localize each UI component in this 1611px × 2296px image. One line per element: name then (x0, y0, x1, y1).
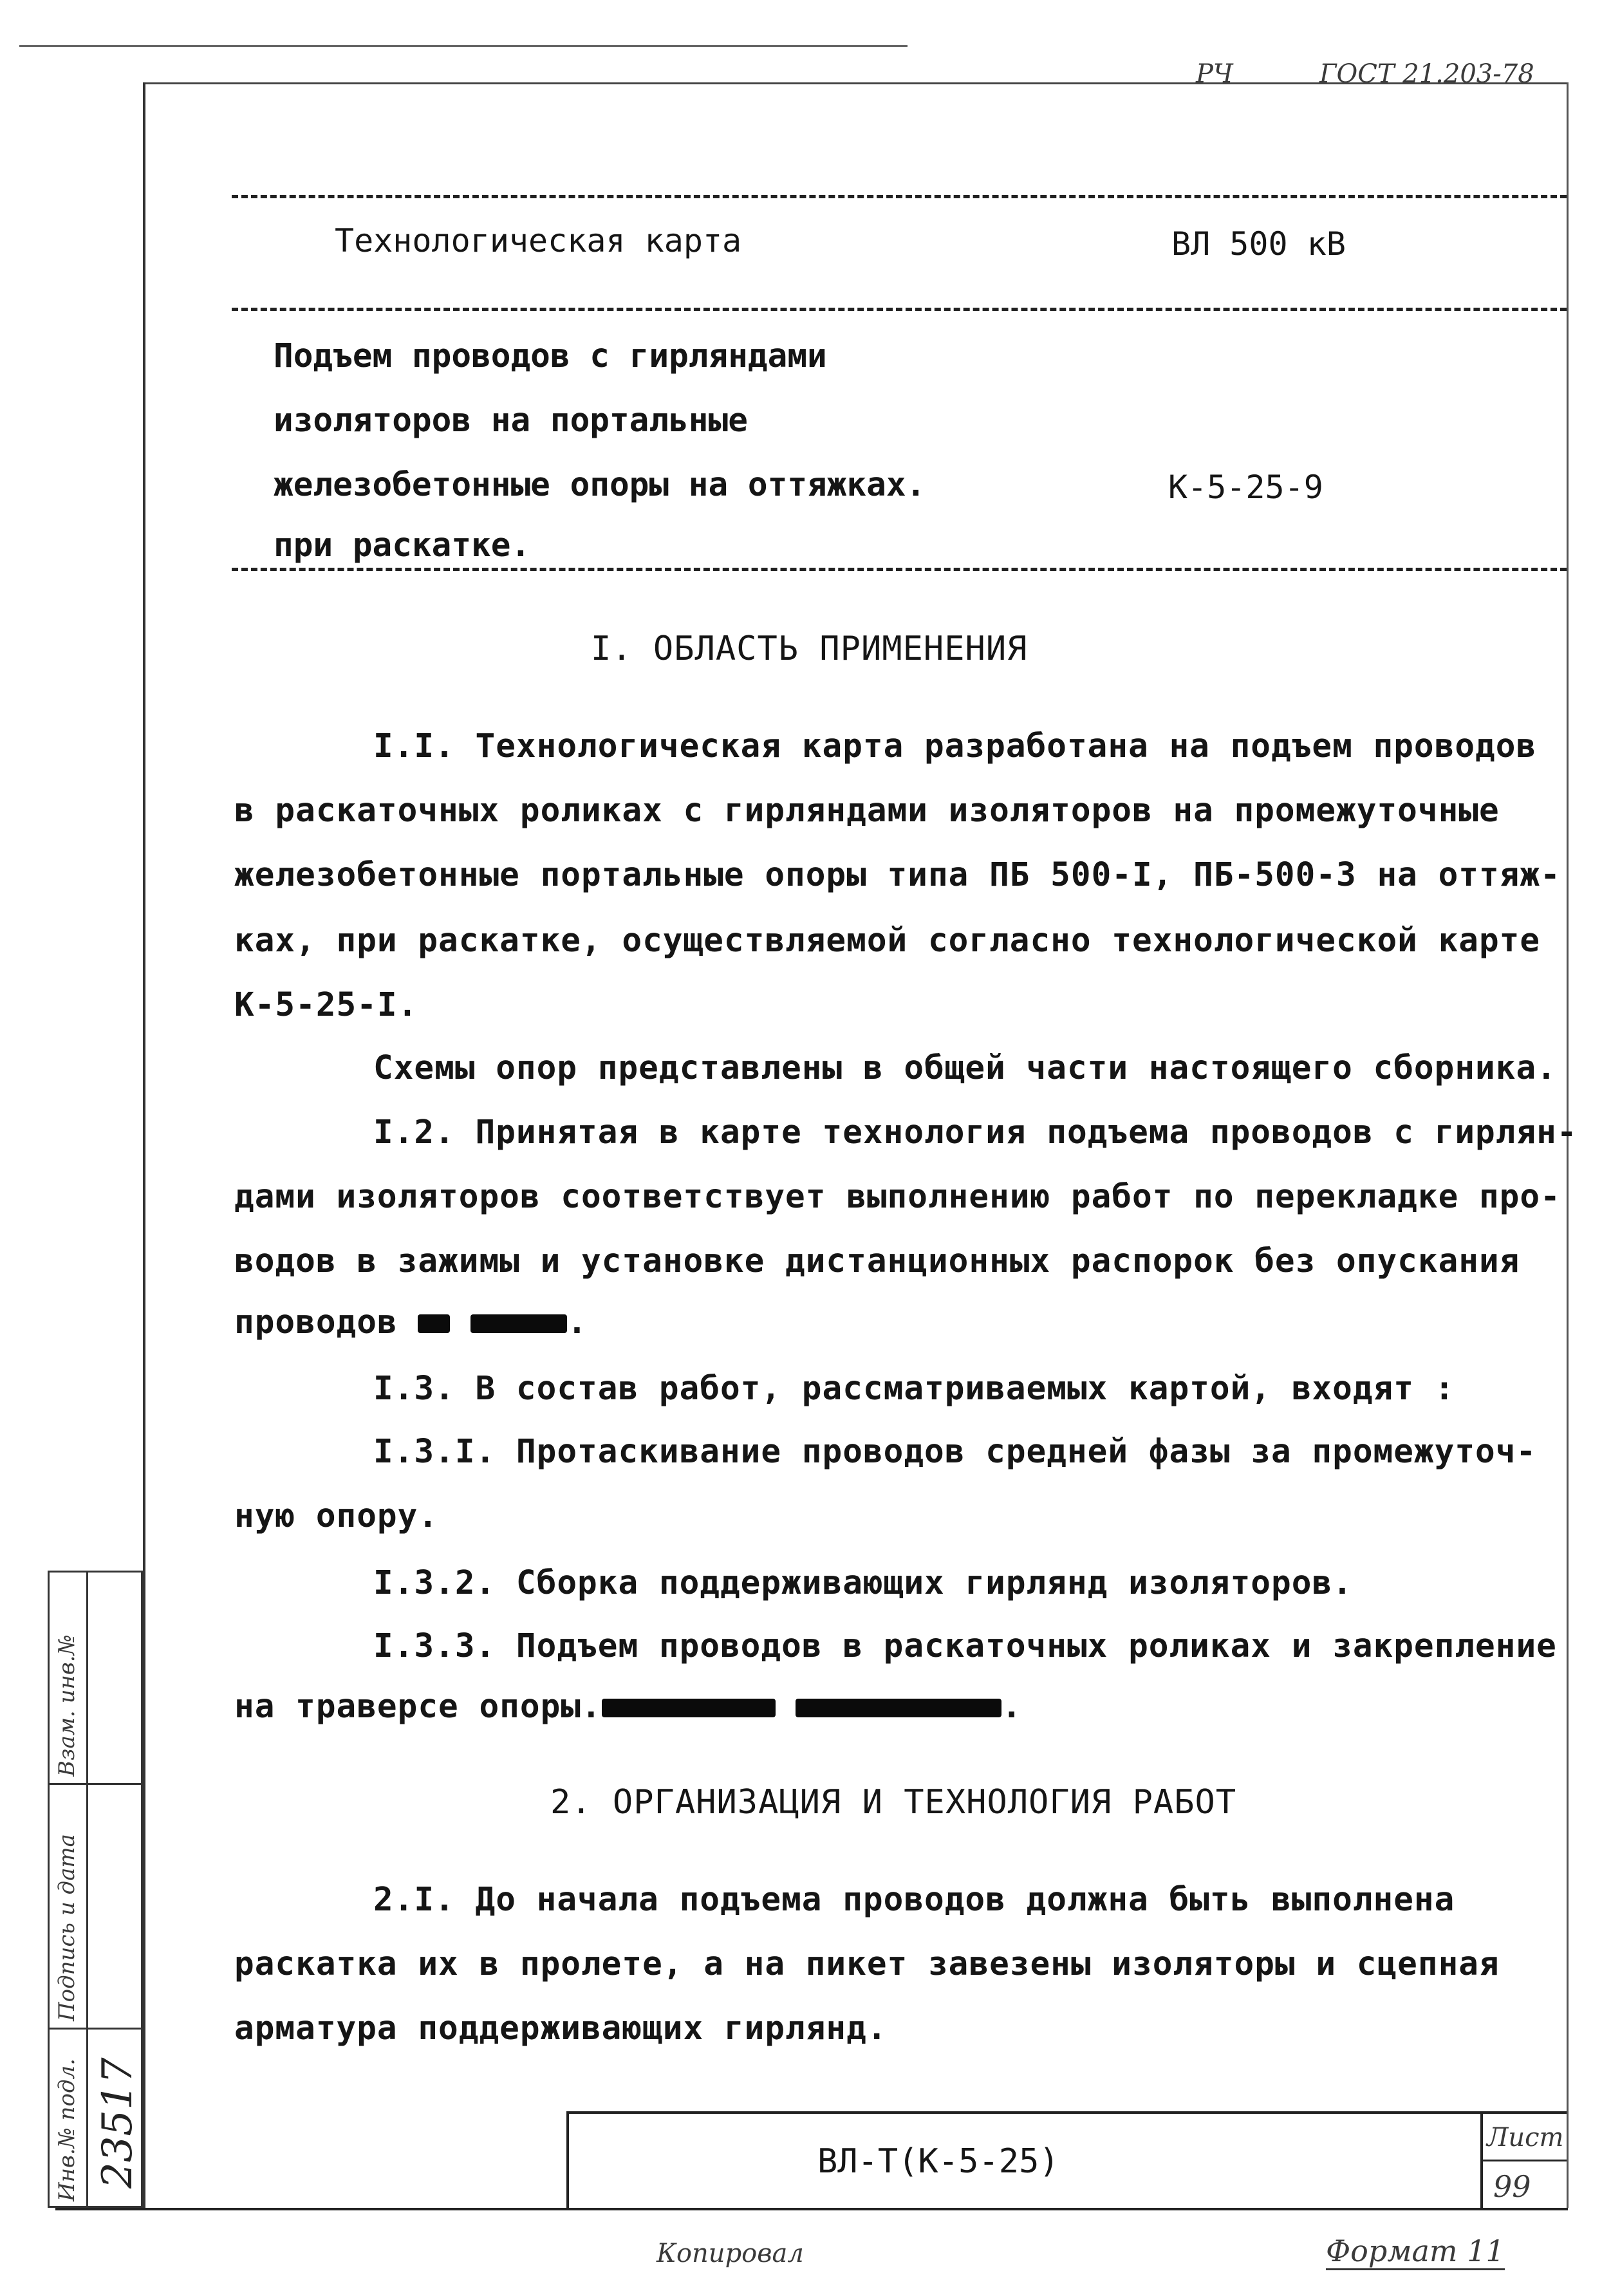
period: . (1001, 1688, 1023, 1726)
corner-annotation-standard: ГОСТ 21.203-78 (1319, 59, 1534, 89)
stamp-replacement-label: Взам. инв.№ (54, 1634, 80, 1777)
paragraph-line: водов в зажимы и установке дистанционных распорок без опускания (234, 1242, 1520, 1280)
section-1-heading: I. ОБЛАСТЬ ПРИМЕНЕНИЯ (591, 630, 1028, 668)
footer-format: Формат 11 (1326, 2234, 1505, 2270)
stamp-column-divider (86, 1571, 88, 2208)
card-code: К-5-25-9 (1168, 469, 1323, 506)
paragraph-line: К-5-25-I. (234, 986, 418, 1024)
document-type: Технологическая карта (335, 222, 742, 259)
paragraph-line: 2.I. До начала подъема проводов должна быть выполнена (373, 1881, 1455, 1919)
header-rule-middle (232, 308, 1567, 311)
paragraph-line: I.3. В состав работ, рассматриваемых картой, входят : (373, 1370, 1455, 1408)
stamp-signature-label: Подпись и дата (54, 1834, 80, 2021)
paragraph-line: ках, при раскатке, осуществляемой согласно технологической карте (234, 922, 1541, 960)
side-stamp (48, 1571, 144, 2208)
paragraph-line: железобетонные портальные опоры типа ПБ 500-I, ПБ-500-3 на оттяж- (234, 856, 1561, 894)
period: . (567, 1303, 588, 1341)
paragraph-line: Схемы опор представлены в общей части настоящего сборника. (373, 1049, 1557, 1087)
corner-annotation-left: РЧ (1196, 59, 1233, 89)
paragraph-line: арматура поддерживающих гирлянд. (234, 2010, 888, 2048)
paragraph-line-redacted (234, 1303, 588, 1341)
paragraph-text: проводов (234, 1303, 398, 1341)
frame-bottom-border (55, 2208, 1568, 2210)
section-2-heading: 2. ОРГАНИЗАЦИЯ И ТЕХНОЛОГИЯ РАБОТ (550, 1783, 1237, 1822)
subject-line-3: железобетонные опоры на оттяжках. (274, 466, 926, 504)
paragraph-line: I.I. Технологическая карта разработана на подъем проводов (373, 727, 1537, 765)
footer-copied-by: Копировал (657, 2239, 804, 2268)
document-designation: ВЛ-Т(К-5-25) (817, 2142, 1059, 2181)
stamp-row-divider (48, 2028, 143, 2030)
paragraph-line: раскатка их в пролете, а на пикет завезены изоляторы и сцепная (234, 1945, 1500, 1983)
paragraph-text: на траверсе опоры. (234, 1688, 602, 1726)
header-rule-bottom (232, 568, 1567, 571)
stamp-inventory-number: 23517 (94, 2057, 142, 2189)
stamp-row-divider (48, 1783, 143, 1785)
redaction-mark (796, 1699, 1001, 1717)
sheet-label: Лист (1487, 2123, 1564, 2152)
paragraph-line: дами изоляторов соответствует выполнению работ по перекладке про- (234, 1178, 1561, 1216)
paragraph-line: I.3.I. Протаскивание проводов средней фазы за промежуточ- (373, 1433, 1537, 1471)
paragraph-line-redacted (234, 1688, 1022, 1726)
paragraph-line: I.2. Принятая в карте технология подъема проводов с гирлян- (373, 1114, 1578, 1152)
title-block-sheet-divider (1480, 2160, 1567, 2161)
subject-line-2: изоляторов на портальные (274, 402, 748, 440)
title-block (566, 2111, 1567, 2208)
paragraph-line: в раскаточных роликах с гирляндами изоляторов на промежуточные (234, 792, 1500, 830)
paragraph-line: I.3.3. Подъем проводов в раскаточных роликах и закрепление (373, 1627, 1557, 1665)
subject-line-1: Подъем проводов с гирляндами (274, 337, 827, 375)
sheet-number: 99 (1493, 2169, 1531, 2204)
subject-line-4: при раскатке. (274, 527, 531, 565)
stamp-inventory-label: Инв.№ подл. (54, 2058, 80, 2201)
frame-top-border (143, 82, 1567, 84)
scan-edge-line (19, 45, 908, 47)
redaction-mark (470, 1314, 567, 1333)
paragraph-line: I.3.2. Сборка поддерживающих гирлянд изоляторов. (373, 1564, 1353, 1602)
line-voltage: ВЛ 500 кВ (1171, 225, 1346, 263)
redaction-mark (602, 1699, 776, 1717)
header-rule-top (232, 195, 1567, 198)
paragraph-line: ную опору. (234, 1497, 439, 1535)
redaction-mark (418, 1314, 450, 1333)
